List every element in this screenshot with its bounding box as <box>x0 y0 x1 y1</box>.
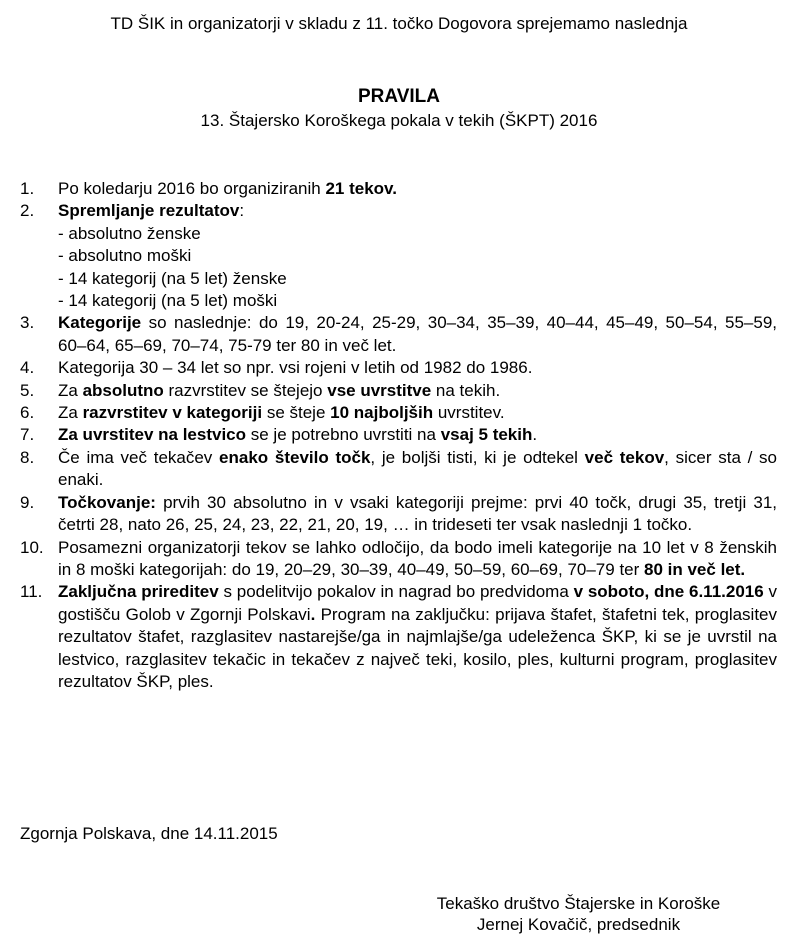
rule-text <box>58 492 777 537</box>
rule-item <box>20 581 777 693</box>
rule-text-part: so naslednje: do 19, 20-24, 25-29, 30–34, 35–39, 40–44, 45–49, 50–54, 55–59, 60–64, 65–69, 70–74, 75-79 ter 80 in več let. <box>58 313 777 355</box>
rule-text-part: prvih 30 absolutno in v vsaki kategoriji prejme: prvi 40 točk, drugi 35, tretji 31, četrti 28, nato 26, 25, 24, 23, 22, 21, 20, 19, … in trideseti ter vsak naslednji 1 točko. <box>58 492 777 535</box>
rule-subitem: - absolutno moški <box>58 246 192 266</box>
rule-text-bold: Točkovanje: <box>58 492 156 512</box>
rule-text-part: Program na zaključku: prijava štafet, štafetni tek, proglasitev rezultatov štafet, razglasitev nastarejše/ga in najmlajše/ga udeleženca ŠKP, ki se je uvrstil na lestvico, razglasitev tekačic in tekačev z največ teki, kosilo, ples, kulturni program, proglasitev rezultatov ŠKP, ples. <box>58 604 778 691</box>
rule-text-bold: Kategorije <box>58 313 142 333</box>
rule-text-part: Za <box>58 380 83 400</box>
organization-name: Tekaško društvo Štajerske in Koroške <box>436 894 721 913</box>
rule-item <box>20 537 777 582</box>
rule-number: 2. <box>20 201 35 221</box>
rules-list <box>20 178 777 693</box>
rule-text-bold: 80 in več let. <box>644 559 746 579</box>
rule-text-bold: Spremljanje rezultatov <box>58 201 240 221</box>
rule-text-part: na tekih. <box>431 380 501 400</box>
rule-item <box>20 380 777 402</box>
rule-number: 4. <box>20 358 35 378</box>
rule-text-part: Po koledarju 2016 bo organiziranih <box>58 179 326 198</box>
rule-number: 3. <box>20 313 35 333</box>
rule-number: 9. <box>20 492 35 512</box>
rule-text <box>58 581 777 693</box>
rule-text-bold: v soboto, dne 6.11.2016 <box>573 582 764 602</box>
rule-number: 8. <box>20 447 35 467</box>
rule-number: 6. <box>20 403 35 423</box>
document-subtitle: 13. Štajersko Koroškega pokala v tekih (ŠKPT) 2016 <box>200 111 598 130</box>
rule-text <box>58 537 777 582</box>
rule-text-bold: enako število točk <box>219 447 371 467</box>
document-title: PRAVILA <box>358 86 440 107</box>
rule-item <box>20 357 777 379</box>
rule-text-part: uvrstitev. <box>433 403 505 423</box>
place-and-date: Zgornja Polskava, dne 14.11.2015 <box>20 824 278 843</box>
rule-subitem: - absolutno ženske <box>58 223 201 243</box>
rule-text <box>58 402 777 424</box>
rule-text-bold: absolutno <box>82 380 164 400</box>
rule-text <box>58 312 777 357</box>
rule-text-part: se je potrebno uvrstiti na <box>246 425 441 445</box>
rule-text <box>58 178 777 200</box>
rule-text-part: . <box>532 425 538 445</box>
rule-number: 5. <box>20 380 35 400</box>
rule-number: 10. <box>20 537 44 557</box>
signer-name: Jernej Kovačič, predsednik <box>476 915 681 934</box>
intro-line: TD ŠIK in organizatorji v skladu z 11. točko Dogovora sprejemamo naslednja <box>110 14 688 33</box>
rule-text-part: Za <box>58 403 83 423</box>
rule-text-part: razvrstitev se štejejo <box>163 380 328 400</box>
rule-text-part: Če ima več tekačev <box>58 447 220 467</box>
rule-item <box>20 402 777 424</box>
rule-number: 7. <box>20 425 35 445</box>
rule-text-bold: 10 najboljših <box>330 403 434 423</box>
rule-item <box>20 492 777 537</box>
rule-text-part: Kategorija 30 – 34 let so npr. vsi rojeni v letih od 1982 do 1986. <box>58 358 533 378</box>
rule-text <box>58 447 777 492</box>
rule-text-bold: 21 tekov. <box>325 179 397 198</box>
rule-text-part: s podelitvijo pokalov in nagrad bo predvidoma <box>218 582 574 602</box>
rule-text-part: Posamezni organizatorji tekov se lahko odločijo, da bodo imeli kategorije na 10 let v 8 ženskih in 8 moški kategorijah: do 19, 20–29, 30–39, 40–49, 50–59, 60–69, 70–79 ter <box>58 537 777 579</box>
rule-text-bold: vse uvrstitve <box>327 380 432 400</box>
rule-item <box>20 200 777 312</box>
rule-item <box>20 178 777 200</box>
rule-text-part: : <box>239 201 245 221</box>
rule-text <box>58 424 777 446</box>
rule-text-bold: Za uvrstitev na lestvico <box>58 425 247 445</box>
rule-item <box>20 312 777 357</box>
rule-subitem: - 14 kategorij (na 5 let) moški <box>58 291 278 311</box>
rule-text-bold: več tekov <box>584 447 665 467</box>
rule-item <box>20 447 777 492</box>
signature-block <box>396 893 761 935</box>
rule-item <box>20 424 777 446</box>
rule-text <box>58 200 777 312</box>
rule-text-bold: razvrstitev v kategoriji <box>82 403 263 423</box>
rule-number: 11. <box>20 582 43 602</box>
rule-text-part: , je boljši tisti, ki je odtekel <box>370 447 585 467</box>
rule-text-part: v gostišču Golob v Zgornji Polskavi <box>58 582 777 624</box>
rule-text-bold: vsaj 5 tekih <box>440 425 533 445</box>
rule-text-bold: Zaključna prireditev <box>58 582 219 602</box>
rule-text-part: , sicer sta / so enaki. <box>58 447 778 490</box>
rule-number: 1. <box>20 179 35 198</box>
rule-text-bold: . <box>310 604 316 624</box>
rule-text <box>58 380 777 402</box>
rule-text <box>58 357 777 379</box>
rule-text-part: se šteje <box>262 403 331 423</box>
rule-subitem: - 14 kategorij (na 5 let) ženske <box>58 268 287 288</box>
